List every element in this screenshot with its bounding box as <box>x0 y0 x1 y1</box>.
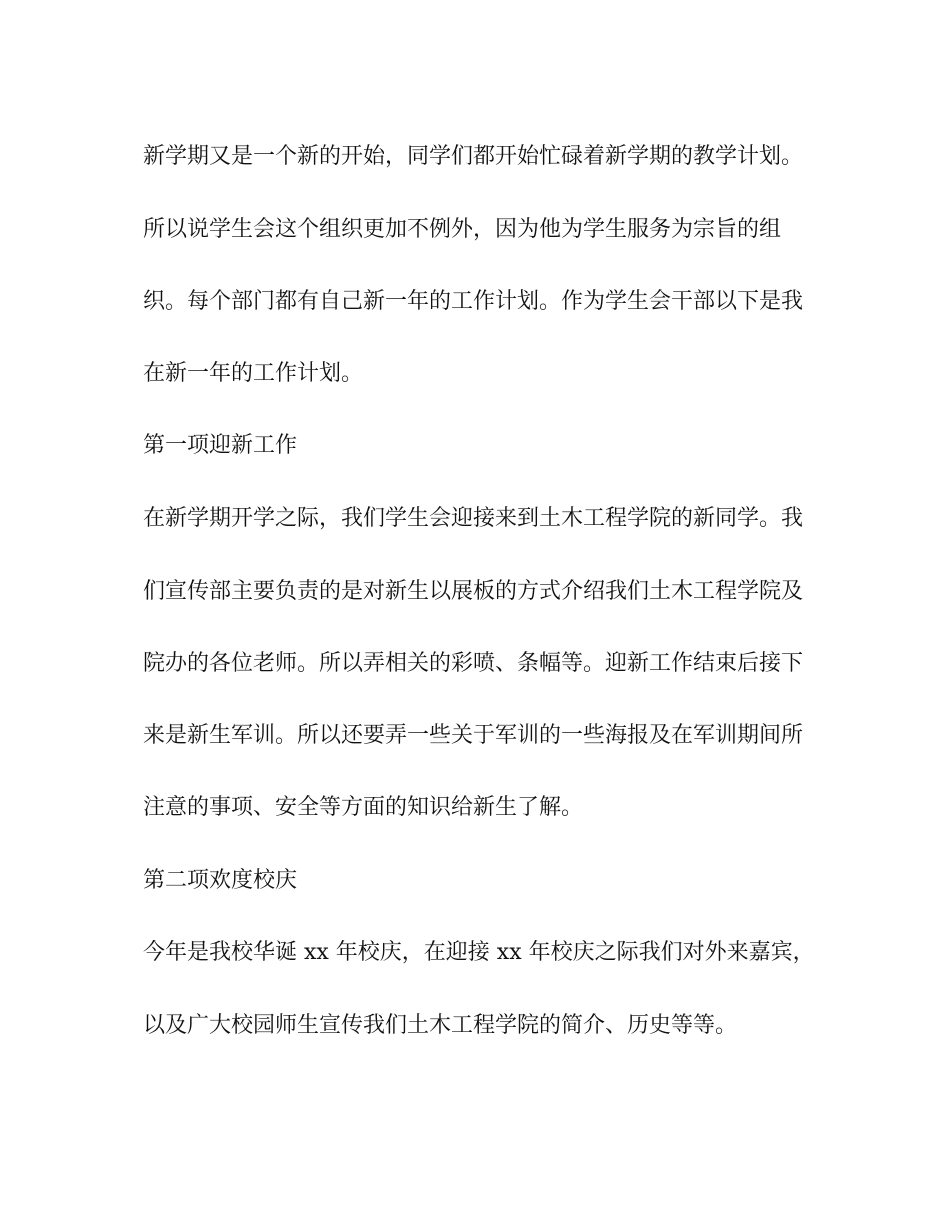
paragraph-line: 新学期又是一个新的开始，同学们都开始忙碌着新学期的教学计划。 <box>143 144 804 169</box>
paragraph-line: 注意的事项、安全等方面的知识给新生了解。 <box>143 795 584 820</box>
paragraph-line: 在新一年的工作计划。 <box>143 361 364 386</box>
paragraph-line: 今年是我校华诞 xx 年校庆，在迎接 xx 年校庆之际我们对外来嘉宾， <box>143 940 815 965</box>
paragraph-line: 院办的各位老师。所以弄相关的彩喷、条幅等。迎新工作结束后接下 <box>143 651 804 676</box>
paragraph-line: 以及广大校园师生宣传我们土木工程学院的简介、历史等等。 <box>143 1013 738 1038</box>
paragraph-line: 来是新生军训。所以还要弄一些关于军训的一些海报及在军训期间所 <box>143 723 804 748</box>
paragraph-line: 们宣传部主要负责的是对新生以展板的方式介绍我们土木工程学院及 <box>143 579 804 604</box>
section-heading: 第二项欢度校庆 <box>143 868 298 893</box>
section-heading: 第一项迎新工作 <box>143 433 298 458</box>
paragraph-line: 在新学期开学之际，我们学生会迎接来到土木工程学院的新同学。我 <box>143 506 804 531</box>
paragraph-line: 织。每个部门都有自己新一年的工作计划。作为学生会干部以下是我 <box>143 289 804 314</box>
paragraph-line: 所以说学生会这个组织更加不例外，因为他为学生服务为宗旨的组 <box>143 217 782 242</box>
